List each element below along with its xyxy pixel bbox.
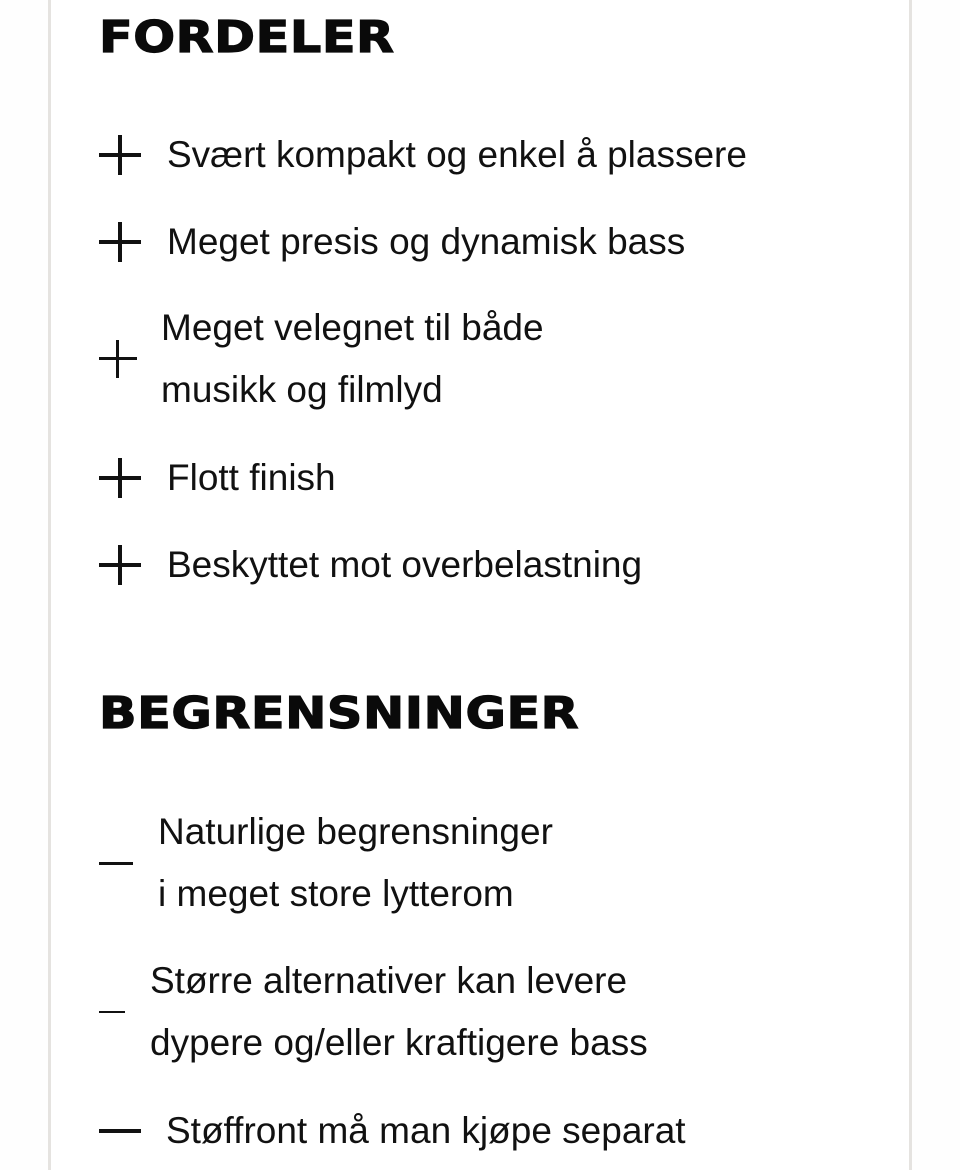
plus-icon — [99, 458, 141, 498]
plus-icon — [99, 340, 137, 378]
limitation-item — [99, 801, 553, 925]
advantage-text: Flott finish — [167, 457, 336, 498]
advantage-text: Svært kompakt og enkel å plassere — [167, 134, 747, 175]
plus-icon — [99, 545, 141, 585]
plus-icon — [99, 222, 141, 262]
minus-icon — [99, 1011, 125, 1013]
minus-icon — [99, 1129, 141, 1133]
limitation-item — [99, 1100, 686, 1162]
advantage-item — [99, 534, 642, 596]
plus-icon — [99, 135, 141, 175]
limitation-text-line: i meget store lytterom — [158, 873, 514, 914]
advantage-item — [99, 211, 685, 273]
advantage-text-line: musikk og filmlyd — [161, 369, 443, 410]
advantages-heading: FORDELER — [99, 12, 395, 63]
limitation-item — [99, 950, 648, 1074]
advantage-item — [99, 297, 544, 421]
limitation-text-line: dypere og/eller kraftigere bass — [150, 1022, 648, 1063]
minus-icon — [99, 862, 133, 865]
advantage-text: Meget presis og dynamisk bass — [167, 221, 686, 262]
advantage-text: Beskyttet mot overbelastning — [167, 544, 643, 585]
limitation-text-line: Naturlige begrensninger — [158, 811, 553, 852]
advantage-item — [99, 124, 747, 186]
limitation-text-line: Større alternativer kan levere — [150, 960, 628, 1001]
advantage-text-line: Meget velegnet til både — [161, 307, 544, 348]
limitation-text: Støffront må man kjøpe separat — [166, 1110, 686, 1151]
limitations-heading: BEGRENSNINGER — [99, 688, 580, 739]
advantage-item — [99, 447, 336, 509]
